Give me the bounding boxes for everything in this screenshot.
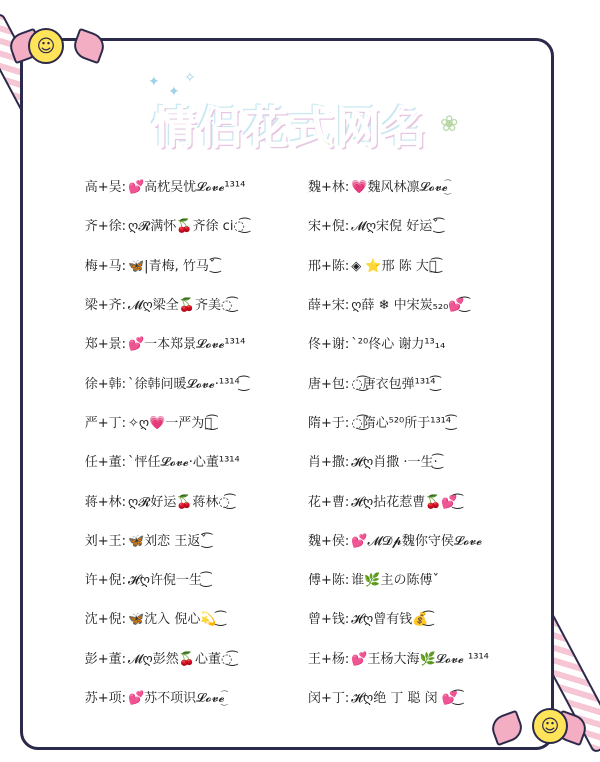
list-item	[308, 245, 489, 284]
surname-pair-label: 邢+陈:	[308, 258, 350, 274]
couple-nickname: 🦋刘恋 王返ˇ͜͡	[128, 533, 207, 549]
surname-pair-label: 佟+谢:	[308, 337, 350, 353]
couple-nickname: ღ𝓡满怀🍒齐徐 ci◌͜͡	[128, 219, 245, 235]
surname-pair-label: 薛+宋:	[308, 298, 350, 314]
couple-nickname: 谁🌿主の陈傅ˇ	[351, 573, 439, 589]
list-item	[308, 166, 489, 205]
tulip-icon: ❀	[440, 112, 459, 137]
couple-nickname: 𝓜ღ梁全🍒齐美◌͜͡	[128, 298, 233, 314]
smiley-face-icon: ☺	[532, 708, 568, 744]
couple-nickname: ✧ღ💗一严为丁͜͡	[128, 415, 213, 431]
couple-nickname: 𝓗ღ拈花惹曹🍒💕͜͡	[351, 494, 458, 510]
surname-pair-label: 郑+景:	[84, 337, 126, 353]
left-name-list	[80, 166, 245, 716]
couple-nickname: ˋ²⁰佟心 谢力¹³₁₄	[351, 337, 446, 353]
couple-nickname: 🦋|青梅, 竹马ˇ͜͡	[128, 258, 216, 274]
surname-pair-label: 曾+钱:	[308, 612, 350, 628]
list-item	[80, 323, 245, 362]
surname-pair-label: 许+倪:	[84, 573, 126, 589]
couple-nickname: 🦋沈入 倪心💫 ͜͡	[128, 612, 221, 628]
surname-pair-label: 任+董:	[84, 455, 126, 471]
list-item	[308, 520, 489, 559]
surname-pair-label: 隋+于:	[308, 415, 350, 431]
couple-nickname: 𝓜ღ彭然🍒心董◌͜͡	[128, 651, 233, 667]
surname-pair-label: 严+丁:	[84, 415, 126, 431]
couple-nickname: 💕王杨大海🌿𝓛𝓸𝓿𝓮 ¹³¹⁴	[351, 651, 489, 667]
list-item	[80, 402, 245, 441]
couple-nickname: 𝓗ღ绝 丁 聪 闵 💕͜͡	[351, 691, 458, 706]
couple-nickname: ღ薛 ❄ 中宋炭₅₂₀💕͜͡	[351, 298, 465, 314]
couple-nickname: ◈ ⭐邢 陈 大海͜͡	[351, 258, 437, 274]
list-item	[308, 480, 489, 519]
list-item	[308, 559, 489, 598]
surname-pair-label: 徐+韩:	[84, 376, 126, 392]
couple-nickname: ˋ徐韩问暖𝓛𝓸𝓿𝓮·¹³¹⁴ ͜͡	[128, 376, 244, 392]
surname-pair-label: 闵+丁:	[308, 691, 350, 706]
list-item	[80, 598, 245, 637]
surname-pair-label: 花+曹:	[308, 494, 350, 510]
surname-pair-label: 肖+撒:	[308, 455, 350, 471]
surname-pair-label: 沈+倪:	[84, 612, 126, 628]
list-item	[80, 245, 245, 284]
list-item	[308, 638, 489, 677]
couple-nickname: ◌͜͡隋心⁵²⁰所于¹³¹⁴͜͡	[351, 415, 452, 431]
list-item	[80, 480, 245, 519]
list-item	[80, 362, 245, 401]
list-item	[80, 166, 245, 205]
surname-pair-label: 蒋+林:	[84, 494, 126, 510]
surname-pair-label: 梅+马:	[84, 258, 126, 274]
surname-pair-label: 高+吴:	[84, 180, 126, 196]
couple-nickname: ◌͜͡唐衣包弹¹³¹⁴͜͡	[351, 376, 436, 392]
surname-pair-label: 彭+董:	[84, 651, 126, 667]
sparkle-icon: ✦	[168, 84, 180, 100]
surname-pair-label: 魏+侯:	[308, 533, 350, 549]
couple-nickname: 𝓗ღ肖撒 ·一生·͜͡	[351, 455, 438, 471]
surname-pair-label: 齐+徐:	[84, 219, 126, 235]
list-item	[80, 638, 245, 677]
list-item	[80, 677, 245, 716]
list-item	[308, 402, 489, 441]
surname-pair-label: 王+杨:	[308, 651, 350, 667]
list-item	[308, 205, 489, 244]
couple-nickname: 𝓗ღ许倪一生 ͜͡	[128, 573, 207, 589]
couple-nickname: 💕苏不项识𝓛𝓸𝓿𝓮͜͡	[128, 691, 225, 706]
surname-pair-label: 宋+倪:	[308, 219, 350, 235]
page-title: 情侣花式网名	[152, 103, 428, 154]
list-item	[308, 441, 489, 480]
list-item	[308, 677, 489, 716]
list-item	[80, 441, 245, 480]
smiley-face-icon: ☺	[28, 28, 64, 64]
couple-nickname: 𝓜ღ宋倪 好运ˇ͜͡	[351, 219, 439, 235]
surname-pair-label: 魏+林:	[308, 180, 350, 196]
couple-nickname: 💗魏风林凛𝓛𝓸𝓿𝓮͜͡	[351, 180, 448, 196]
couple-nickname: ˋ怦任𝓛𝓸𝓿𝓮·心董¹³¹⁴	[128, 455, 240, 471]
surname-pair-label: 唐+包:	[308, 376, 350, 392]
right-name-list	[308, 166, 489, 716]
list-item	[308, 598, 489, 637]
sparkle-icon: ✦	[148, 74, 160, 90]
surname-pair-label: 傅+陈:	[308, 573, 350, 589]
sparkle-icon: ✧	[184, 70, 196, 86]
couple-nickname: 💕一本郑景𝓛𝓸𝓿𝓮¹³¹⁴	[128, 337, 246, 353]
list-item	[308, 323, 489, 362]
list-item	[308, 362, 489, 401]
list-item	[308, 284, 489, 323]
surname-pair-label: 刘+王:	[84, 533, 126, 549]
surname-pair-label: 梁+齐:	[84, 298, 126, 314]
couple-nickname: 💕𝓜𝓓𝓹魏你守侯𝓛𝓸𝓿𝓮	[351, 533, 483, 549]
list-item	[80, 559, 245, 598]
list-item	[80, 520, 245, 559]
surname-pair-label: 苏+项:	[84, 691, 126, 706]
couple-nickname: ღ𝓡好运🍒蒋林◌͜͡	[128, 494, 230, 510]
couple-nickname: 💕高枕吴忧𝓛𝓸𝓿𝓮¹³¹⁴	[128, 180, 246, 196]
list-item	[80, 205, 245, 244]
couple-nickname: 𝓗ღ曾有钱💰͜͡	[351, 612, 429, 628]
list-item	[80, 284, 245, 323]
